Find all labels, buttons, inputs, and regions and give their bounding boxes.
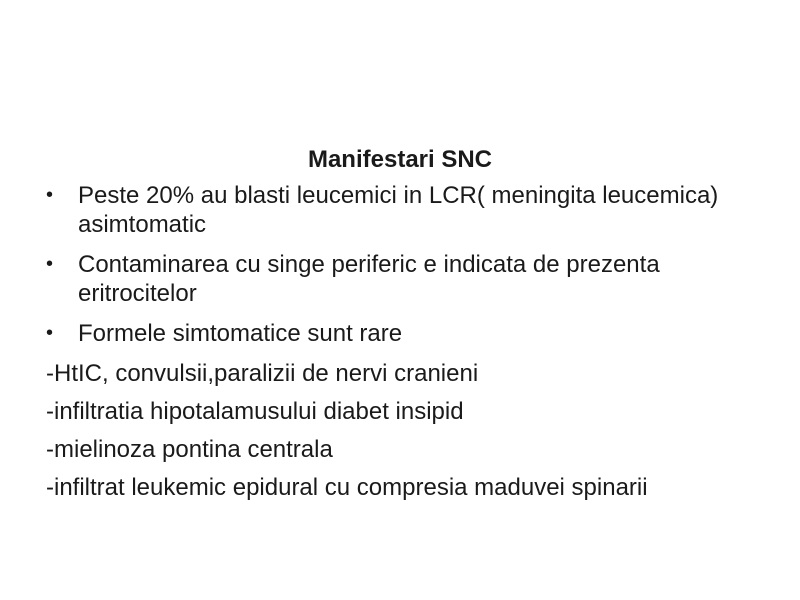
dash-item: -HtIC, convulsii,paralizii de nervi cranieni: [46, 360, 479, 387]
slide-content: [0, 181, 800, 511]
dash-item: -infiltrat leukemic epidural cu compresia maduvei spinarii: [46, 474, 648, 501]
bullet-item: [0, 250, 800, 308]
dash-item: -infiltratia hipotalamusului diabet insipid: [46, 398, 464, 425]
bullet-text: Contaminarea cu singe periferic e indicata de prezenta eritrocitelor: [78, 251, 660, 307]
heading-text: Manifestari SNC: [307, 146, 493, 173]
slide-heading: [0, 144, 800, 176]
bullet-text: Formele simtomatice sunt rare: [78, 320, 403, 347]
bullet-text: Peste 20% au blasti leucemici in LCR( meningita leucemica) asimtomatic: [78, 182, 719, 238]
bullet-item: [0, 319, 800, 348]
bullet-dot-icon: •: [46, 322, 54, 344]
bullet-item: [0, 181, 800, 239]
bullet-dot-icon: •: [46, 184, 54, 206]
bullet-dot-icon: •: [46, 253, 54, 275]
dash-item: -mielinoza pontina centrala: [46, 436, 333, 463]
